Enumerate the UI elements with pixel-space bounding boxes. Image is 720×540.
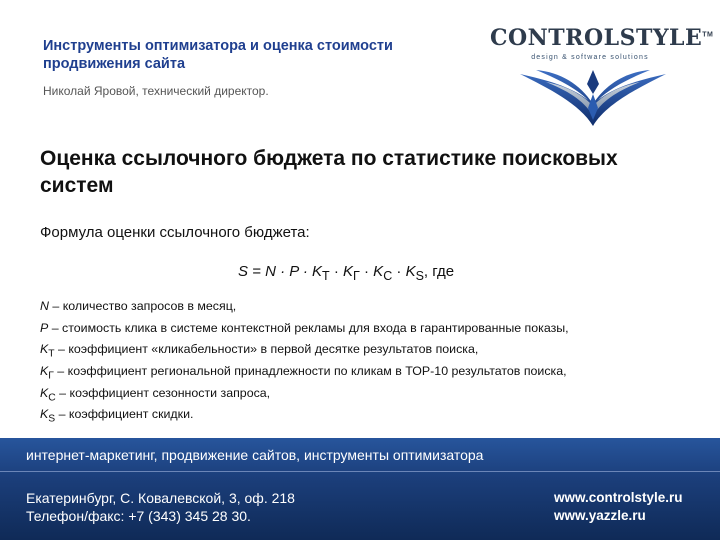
formula-tail: , где xyxy=(423,263,455,280)
footer-tagline: интернет-маркетинг, продвижение сайтов, инструменты оптимизатора xyxy=(26,447,484,463)
website-links xyxy=(554,489,683,525)
definition-item: $K_C$ – коэффициент сезонности запроса, xyxy=(40,385,271,404)
yazzle-link[interactable]: www.yazzle.ru xyxy=(554,508,646,523)
logo-trademark: TM xyxy=(702,31,714,39)
formula-sub-g: Г xyxy=(353,269,360,283)
phone-line: Телефон/факс: +7 (343) 345 28 30. xyxy=(26,508,251,524)
logo-tagline: design & software solutions xyxy=(531,54,649,61)
logo-wordmark xyxy=(490,25,714,51)
logo-wordmark-text: CONTROLSTYLE xyxy=(490,25,703,51)
contact-address xyxy=(26,489,295,525)
formula-sub-t: T xyxy=(322,269,330,283)
budget-formula: $S = N \cdot P \cdot K_T \cdot K_Г \cdot K_C \cdot K_S$, где xyxy=(238,263,455,283)
definition-item: $K_T$ – коэффициент «кликабельности» в первой десятке результатов поиска, xyxy=(40,342,479,360)
definition-item: P – стоимость клика в системе контекстной рекламы для входа в гарантированные показы, xyxy=(40,320,569,335)
formula-sub-s: S xyxy=(415,269,424,283)
controlstyle-logo xyxy=(482,20,714,130)
slide-title: Оценка ссылочного бюджета по статистике поисковых систем xyxy=(40,147,618,197)
formula-sub-c: C xyxy=(383,269,393,283)
definitions-list xyxy=(40,298,700,428)
definition-item: $K_Г$ – коэффициент региональной принадлежности по кликам в ТОР-10 результатов поиска, xyxy=(40,364,567,382)
controlstyle-link[interactable]: www.controlstyle.ru xyxy=(554,490,683,505)
definition-item: N – количество запросов в месяц, xyxy=(40,299,237,313)
formula-caption: Формула оценки ссылочного бюджета: xyxy=(40,224,310,241)
address-line: Екатеринбург, С. Ковалевской, 3, оф. 218 xyxy=(26,490,295,506)
formula-head: S = N · P · K xyxy=(238,263,323,280)
footer-divider xyxy=(0,471,720,472)
wings-emblem-icon xyxy=(518,64,668,130)
definition-item: $K_S$ – коэффициент скидки. xyxy=(40,407,194,425)
author-line: Николай Яровой, технический директор. xyxy=(43,84,269,98)
presentation-title: Инструменты оптимизатора и оценка стоимости продвижения сайта xyxy=(43,38,393,72)
